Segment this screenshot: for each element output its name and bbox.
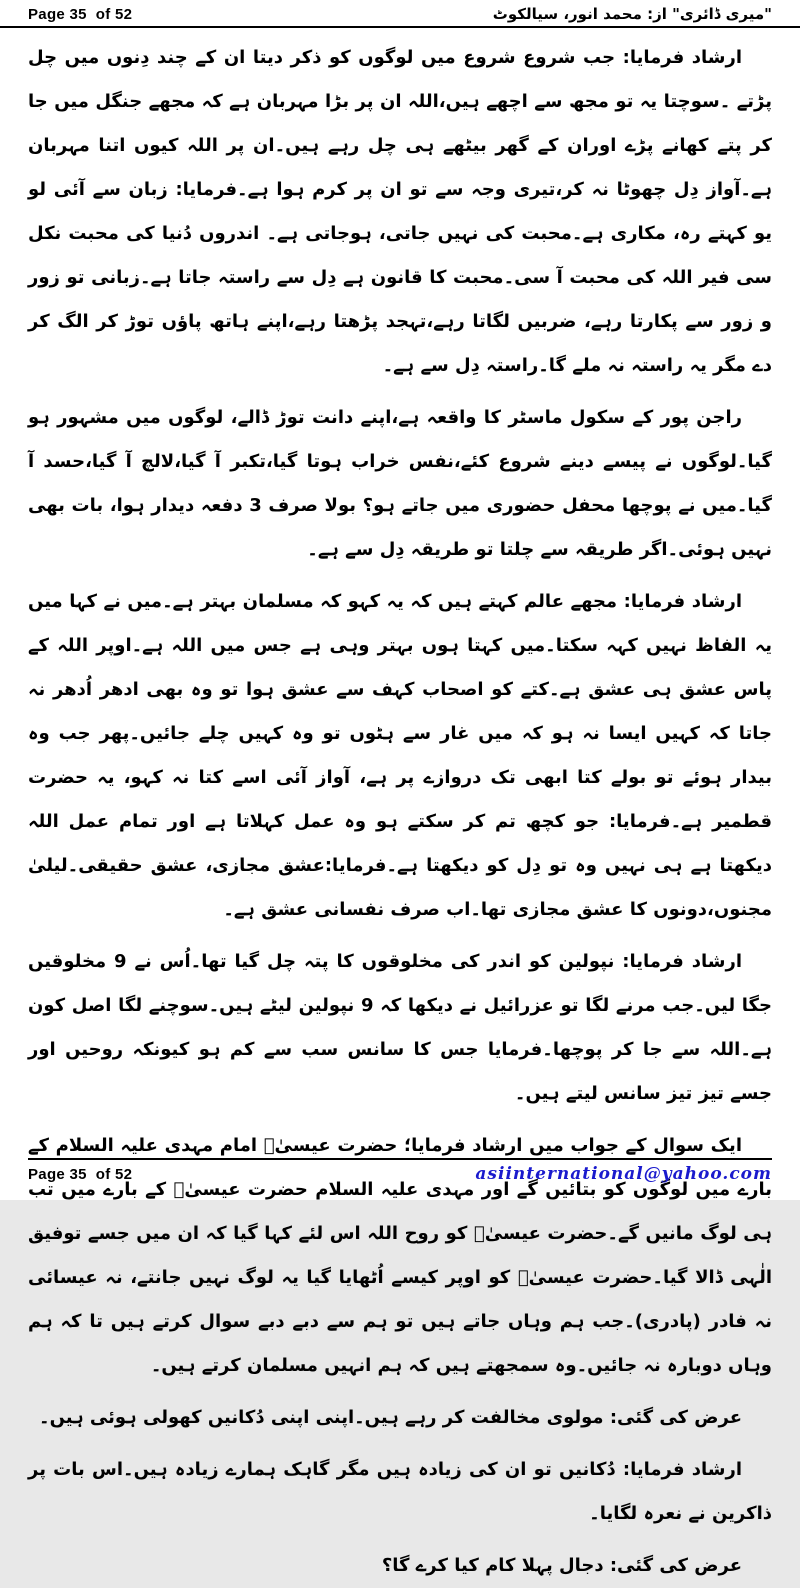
urdu-paragraph: ارشاد فرمایا: مجھے عالم کہتے ہیں کہ یہ کہو کہ مسلمان بہتر ہے۔میں نے کہا میں یہ الفاظ نہیں کہہ سکتا۔میں کہتا ہوں بہتر وہی ہے جس میں اللہ ہے۔اوپر اللہ کے پاس عشق ہی عشق ہے۔کتے کو اصحاب کہف سے عشق ہوا تو وہ بھی ادھر اُدھر نہ جاتا کہ کہیں ایسا نہ ہو کہ میں غار سے ہٹوں تو وہ کہیں چلے جائیں۔پھر جب وہ بیدار ہوئے تو بولے کتا ابھی تک دروازے پر ہے، آواز آئی اسے کتا نہ کہو، یہ حضرت قطمیر ہے۔فرمایا: جو کچھ تم کر سکتے ہو وہ عمل کہلاتا ہے اور تمام عمل اللہ دیکھتا ہے ہی نہیں وہ تو دِل کو دیکھتا ہے۔فرمایا:عشق مجازی، عشق حقیقی۔لیلیٰ مجنوں،دونوں کا عشق مجازی تھا۔اب صرف نفسانی عشق ہے۔ [28,591,772,920]
urdu-paragraph: راجن پور کے سکول ماسٹر کا واقعہ ہے،اپنے دانت توڑ ڈالے، لوگوں میں مشہور ہو گیا۔لوگوں نے پیسے دینے شروع کئے،نفس خراب ہوتا گیا،تکبر آ گیا،لالچ آ گیا،حسد آ گیا۔میں نے پوچھا محفل حضوری میں جاتے ہو؟ بولا صرف 3 دفعہ دیدار ہوا، بات بھی نہیں ہوئی۔اگر طریقہ سے چلتا تو طریقہ دِل سے ہے۔ [28,407,772,560]
header-page-number: Page 35 of 52 [28,6,133,23]
footer-email-link[interactable]: asiinternational@yahoo.com [475,1164,772,1184]
urdu-paragraph: عرض کی گئی: دجال پہلا کام کیا کرے گا؟ [381,1555,742,1576]
urdu-paragraph: ارشاد فرمایا: دُکانیں تو ان کی زیادہ ہیں مگر گاہک ہمارے زیادہ ہیں۔اس بات پر ذاکرین نے نعرہ لگایا۔ [28,1459,772,1524]
footer-page-number: Page 35 of 52 [28,1166,133,1183]
urdu-paragraph: ارشاد فرمایا: جب شروع شروع میں لوگوں کو ذکر دیتا ان کے چند دِنوں میں چل پڑتے ۔سوچتا یہ تو مجھ سے اچھے ہیں،اللہ ان پر بڑا مہربان ہے کہ مجھے جنگل میں جا کر پتے کھانے پڑے اوران کے گھر بیٹھے ہی چل رہے ہیں۔ان پر اللہ کیوں اتنا مہربان ہے۔آواز دِل چھوٹا نہ کر،تیری وجہ سے تو ان پر کرم ہوا ہے۔فرمایا: زبان سے آئی لو یو کہتے رہ، مکاری ہے۔محبت کی نہیں جاتی، ہوجاتی ہے۔ اندروں دُنیا کی محبت نکل سی فیر اللہ کی محبت آ سی۔محبت کا قانون ہے دِل سے راستہ جاتا ہے۔زبانی تو زور و زور سے پکارتا رہے، ضربیں لگاتا رہے،تہجد پڑھتا رہے،اپنے ہاتھ پاؤں توڑ کر الگ کر دے مگر یہ راستہ نہ ملے گا۔راستہ دِل سے ہے۔ [28,47,772,376]
page-header [0,0,800,28]
urdu-paragraph: عرض کی گئی: مولوی مخالفت کر رہے ہیں۔اپنی اپنی دُکانیں کھولی ہوئی ہیں۔ [39,1407,742,1428]
header-title: "میری ڈائری" از: محمد انور، سیالکوٹ [492,5,772,23]
page-footer [28,1158,772,1184]
urdu-paragraph: ایک سوال کے جواب میں ارشاد فرمایا؛ حضرت عیسیٰؑ امام مہدی علیہ السلام کے بارے میں لوگوں کو بتائیں گے اور مہدی علیہ السلام حضرت عیسیٰؑ کے بارے میں تب ہی لوگ مانیں گے۔حضرت عیسیٰؑ کو روح اللہ اس لئے کہا گیا کہ ان میں جسے توفیق الٰہی ڈالا گیا۔حضرت عیسیٰؑ کو اوپر کیسے اُٹھایا گیا یہ لوگ نہیں جانتے، نہ عیسائی نہ فادر (پادری)۔جب ہم وہاں جاتے ہیں تو ہم سے دبے دبے سوال کرتے ہیں تا کہ ہم وہاں دوبارہ نہ جائیں۔وہ سمجھتے ہیں کہ ہم انہیں مسلمان کرتے ہیں۔ [28,1135,772,1376]
urdu-paragraph: ارشاد فرمایا: نپولین کو اندر کی مخلوقوں کا پتہ چل گیا تھا۔اُس نے 9 مخلوقیں جگا لیں۔جب مرنے لگا تو عزرائیل نے دیکھا کہ 9 نپولین لیٹے ہیں۔سوچنے لگا اصل کون ہے۔اللہ سے جا کر پوچھا۔فرمایا جس کا سانس سب سے کم ہو کیونکہ روحیں اور جسے تیز تیز سانس لیتے ہیں۔ [28,951,772,1104]
